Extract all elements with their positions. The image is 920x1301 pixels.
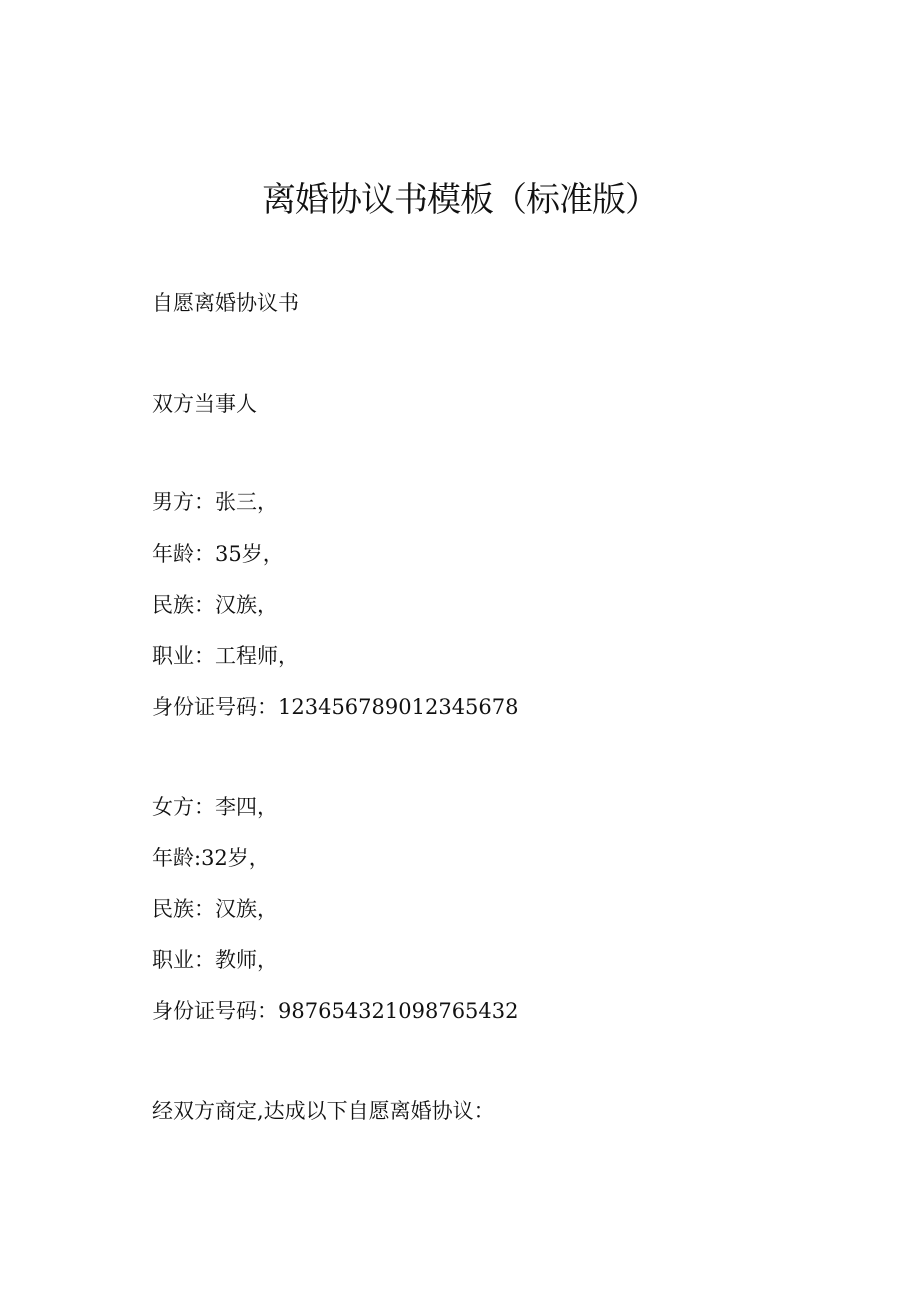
male-name: 男方：张三， [152,490,278,514]
document-title: 离婚协议书模板（标准版） [262,180,658,220]
agreement-intro: 经双方商定,达成以下自愿离婚协议： [152,1099,495,1123]
parties-heading: 双方当事人 [152,392,257,416]
male-age: 年龄：35岁， [152,542,284,566]
female-age: 年龄:32岁， [152,846,270,870]
female-ethnicity: 民族：汉族， [152,897,278,921]
male-ethnicity: 民族：汉族， [152,593,278,617]
female-occupation: 职业：教师， [152,948,278,972]
male-id-number: 身份证号码：123456789012345678 [152,695,519,719]
male-occupation: 职业：工程师， [152,644,299,668]
agreement-subtitle: 自愿离婚协议书 [152,291,299,315]
female-id-number: 身份证号码：987654321098765432 [152,999,519,1023]
female-name: 女方：李四， [152,795,278,819]
